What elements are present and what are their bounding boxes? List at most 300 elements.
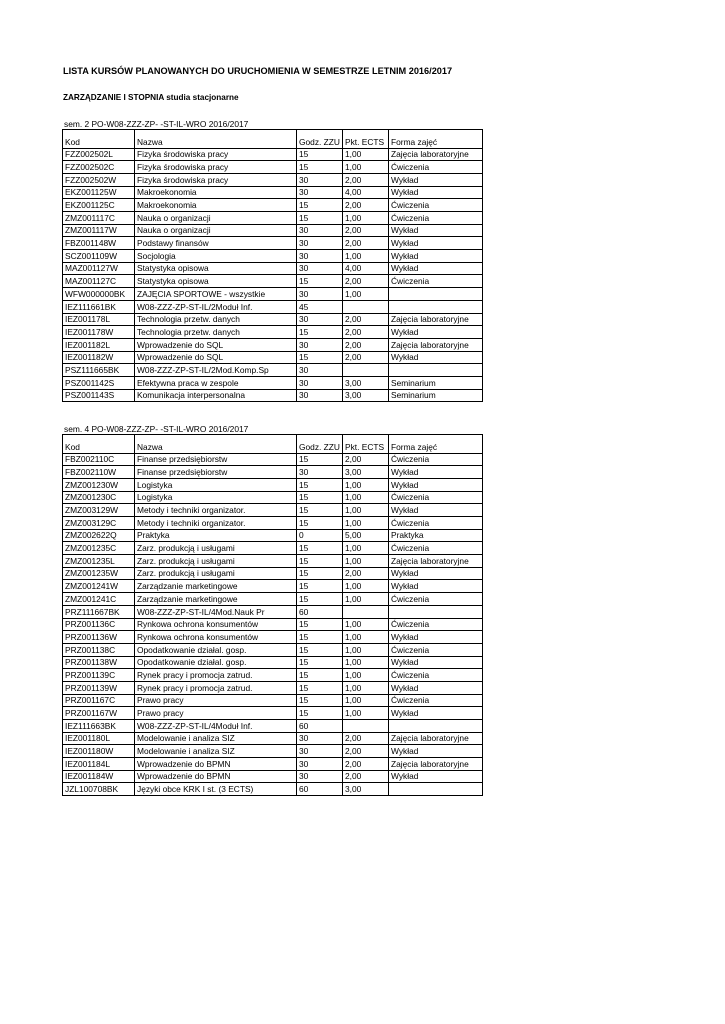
cell-godz-zzu: 0: [297, 529, 343, 542]
table-row: [63, 351, 483, 364]
cell-pkt-ects: 2,00: [343, 745, 389, 758]
cell-godz-zzu: 30: [297, 288, 343, 301]
table-row: [63, 542, 483, 555]
cell-pkt-ects: 1,00: [343, 669, 389, 682]
table-row: [63, 262, 483, 275]
document-title: LISTA KURSÓW PLANOWANYCH DO URUCHOMIENIA W SEMESTRZE LETNIM 2016/2017: [63, 66, 453, 76]
cell-nazwa: Rynek pracy i promocja zatrud.: [135, 681, 297, 694]
cell-godz-zzu: 30: [297, 758, 343, 771]
table-row: [63, 478, 483, 491]
cell-pkt-ects: 1,00: [343, 517, 389, 530]
cell-forma-zajec: Wykład: [389, 186, 483, 199]
cell-nazwa: Makroekonomia: [135, 199, 297, 212]
cell-kod: ZMZ002622Q: [63, 529, 135, 542]
cell-pkt-ects: 1,00: [343, 212, 389, 225]
cell-nazwa: Wprowadzenie do BPMN: [135, 758, 297, 771]
table-row: [63, 669, 483, 682]
header-kod: Kod: [63, 435, 135, 454]
table-row: [63, 161, 483, 174]
cell-pkt-ects: 3,00: [343, 376, 389, 389]
cell-pkt-ects: 2,00: [343, 732, 389, 745]
cell-nazwa: Metody i techniki organizator.: [135, 517, 297, 530]
table-row: [63, 199, 483, 212]
cell-pkt-ects: 5,00: [343, 529, 389, 542]
cell-kod: PRZ001139C: [63, 669, 135, 682]
cell-godz-zzu: 15: [297, 161, 343, 174]
table-row: [63, 491, 483, 504]
cell-godz-zzu: 30: [297, 224, 343, 237]
cell-forma-zajec: Zajęcia laboratoryjne: [389, 148, 483, 161]
cell-forma-zajec: Ćwiczenia: [389, 212, 483, 225]
cell-kod: PRZ001136W: [63, 631, 135, 644]
cell-kod: ZMZ001230W: [63, 478, 135, 491]
cell-godz-zzu: 15: [297, 517, 343, 530]
cell-nazwa: Opodatkowanie działal. gosp.: [135, 643, 297, 656]
cell-kod: ZMZ003129W: [63, 504, 135, 517]
cell-godz-zzu: 15: [297, 618, 343, 631]
cell-nazwa: Rynek pracy i promocja zatrud.: [135, 669, 297, 682]
cell-kod: MAZ001127C: [63, 275, 135, 288]
cell-pkt-ects: 1,00: [343, 491, 389, 504]
cell-nazwa: Logistyka: [135, 491, 297, 504]
table-row: [63, 517, 483, 530]
cell-kod: JZL100708BK: [63, 783, 135, 796]
cell-kod: FZZ002502C: [63, 161, 135, 174]
cell-kod: IEZ001178L: [63, 313, 135, 326]
table-row: [63, 376, 483, 389]
table-row: [63, 300, 483, 313]
header-pkt-ects: Pkt. ECTS: [343, 435, 389, 454]
cell-nazwa: Socjologia: [135, 250, 297, 263]
cell-forma-zajec: [389, 364, 483, 377]
cell-forma-zajec: Wykład: [389, 745, 483, 758]
cell-forma-zajec: Praktyka: [389, 529, 483, 542]
cell-forma-zajec: Zajęcia laboratoryjne: [389, 732, 483, 745]
cell-kod: PSZ001142S: [63, 376, 135, 389]
cell-pkt-ects: 2,00: [343, 453, 389, 466]
cell-nazwa: Rynkowa ochrona konsumentów: [135, 618, 297, 631]
cell-godz-zzu: 15: [297, 631, 343, 644]
cell-godz-zzu: 15: [297, 275, 343, 288]
cell-forma-zajec: Ćwiczenia: [389, 694, 483, 707]
cell-godz-zzu: 15: [297, 148, 343, 161]
cell-pkt-ects: 2,00: [343, 338, 389, 351]
cell-pkt-ects: 1,00: [343, 681, 389, 694]
table-row: [63, 605, 483, 618]
cell-pkt-ects: [343, 720, 389, 733]
cell-pkt-ects: 1,00: [343, 618, 389, 631]
cell-forma-zajec: Wykład: [389, 466, 483, 479]
cell-forma-zajec: Wykład: [389, 326, 483, 339]
cell-forma-zajec: Wykład: [389, 250, 483, 263]
cell-nazwa: W08-ZZZ-ZP-ST-IL/2Moduł Inf.: [135, 300, 297, 313]
cell-godz-zzu: 30: [297, 732, 343, 745]
cell-kod: PRZ001167W: [63, 707, 135, 720]
cell-kod: ZMZ001235W: [63, 567, 135, 580]
cell-forma-zajec: Wykład: [389, 681, 483, 694]
header-nazwa: Nazwa: [135, 435, 297, 454]
cell-nazwa: Fizyka środowiska pracy: [135, 173, 297, 186]
cell-forma-zajec: Seminarium: [389, 376, 483, 389]
cell-pkt-ects: 4,00: [343, 186, 389, 199]
cell-forma-zajec: Seminarium: [389, 389, 483, 402]
cell-forma-zajec: Ćwiczenia: [389, 593, 483, 606]
cell-godz-zzu: 15: [297, 351, 343, 364]
cell-godz-zzu: 15: [297, 656, 343, 669]
cell-forma-zajec: Wykład: [389, 478, 483, 491]
cell-pkt-ects: 2,00: [343, 199, 389, 212]
cell-nazwa: Prawo pracy: [135, 694, 297, 707]
cell-forma-zajec: Ćwiczenia: [389, 669, 483, 682]
table-row: [63, 326, 483, 339]
table-row: [63, 148, 483, 161]
cell-kod: ZMZ001235L: [63, 555, 135, 568]
cell-godz-zzu: 30: [297, 186, 343, 199]
cell-forma-zajec: [389, 783, 483, 796]
table-row: [63, 758, 483, 771]
table-row: [63, 364, 483, 377]
cell-pkt-ects: 2,00: [343, 351, 389, 364]
cell-kod: PRZ001136C: [63, 618, 135, 631]
cell-nazwa: Fizyka środowiska pracy: [135, 161, 297, 174]
table-row: [63, 224, 483, 237]
cell-godz-zzu: 15: [297, 643, 343, 656]
cell-kod: ZMZ001117W: [63, 224, 135, 237]
table-row: [63, 745, 483, 758]
cell-kod: IEZ001180W: [63, 745, 135, 758]
cell-pkt-ects: 2,00: [343, 237, 389, 250]
cell-nazwa: W08-ZZZ-ZP-ST-IL/2Mod.Komp.Sp: [135, 364, 297, 377]
cell-forma-zajec: [389, 720, 483, 733]
cell-godz-zzu: 15: [297, 453, 343, 466]
table-row: [63, 631, 483, 644]
cell-kod: ZMZ001235C: [63, 542, 135, 555]
cell-nazwa: Metody i techniki organizator.: [135, 504, 297, 517]
cell-pkt-ects: 1,00: [343, 694, 389, 707]
cell-forma-zajec: Wykład: [389, 224, 483, 237]
cell-forma-zajec: Wykład: [389, 770, 483, 783]
cell-godz-zzu: 30: [297, 250, 343, 263]
cell-kod: ZMZ001241C: [63, 593, 135, 606]
cell-godz-zzu: 15: [297, 555, 343, 568]
cell-godz-zzu: 30: [297, 770, 343, 783]
cell-nazwa: Finanse przedsiębiorstw: [135, 466, 297, 479]
cell-godz-zzu: 30: [297, 173, 343, 186]
table-row: [63, 212, 483, 225]
header-forma-zajec: Forma zajęć: [389, 435, 483, 454]
cell-godz-zzu: 15: [297, 212, 343, 225]
cell-pkt-ects: [343, 605, 389, 618]
table-row: [63, 694, 483, 707]
semester-2-caption: sem. 2 PO-W08-ZZZ-ZP- -ST-IL-WRO 2016/2017: [64, 119, 249, 129]
table-row: [63, 783, 483, 796]
cell-forma-zajec: Zajęcia laboratoryjne: [389, 313, 483, 326]
cell-kod: PRZ001139W: [63, 681, 135, 694]
cell-godz-zzu: 60: [297, 783, 343, 796]
cell-nazwa: Zarz. produkcją i usługami: [135, 555, 297, 568]
cell-forma-zajec: Zajęcia laboratoryjne: [389, 555, 483, 568]
cell-pkt-ects: 3,00: [343, 389, 389, 402]
semester-4-table: [62, 434, 483, 796]
cell-kod: ZMZ003129C: [63, 517, 135, 530]
semester-2-table: [62, 129, 483, 402]
cell-godz-zzu: 15: [297, 478, 343, 491]
cell-forma-zajec: Wykład: [389, 707, 483, 720]
cell-kod: PRZ111667BK: [63, 605, 135, 618]
table-row: [63, 504, 483, 517]
cell-godz-zzu: 30: [297, 364, 343, 377]
table-row: [63, 186, 483, 199]
cell-nazwa: Wprowadzenie do BPMN: [135, 770, 297, 783]
cell-kod: IEZ001184W: [63, 770, 135, 783]
cell-kod: FZZ002502W: [63, 173, 135, 186]
cell-godz-zzu: 60: [297, 720, 343, 733]
cell-nazwa: Technologia przetw. danych: [135, 326, 297, 339]
header-pkt-ects: Pkt. ECTS: [343, 130, 389, 149]
cell-nazwa: Nauka o organizacji: [135, 224, 297, 237]
cell-nazwa: Fizyka środowiska pracy: [135, 148, 297, 161]
cell-pkt-ects: 3,00: [343, 466, 389, 479]
cell-nazwa: Wprowadzenie do SQL: [135, 351, 297, 364]
table-row: [63, 288, 483, 301]
cell-nazwa: Zarządzanie marketingowe: [135, 593, 297, 606]
cell-forma-zajec: Wykład: [389, 631, 483, 644]
cell-pkt-ects: 1,00: [343, 288, 389, 301]
cell-kod: MAZ001127W: [63, 262, 135, 275]
cell-kod: FBZ001148W: [63, 237, 135, 250]
cell-forma-zajec: Wykład: [389, 656, 483, 669]
cell-godz-zzu: 15: [297, 707, 343, 720]
cell-godz-zzu: 15: [297, 580, 343, 593]
table-row: [63, 770, 483, 783]
cell-pkt-ects: 1,00: [343, 504, 389, 517]
cell-godz-zzu: 30: [297, 389, 343, 402]
cell-forma-zajec: Ćwiczenia: [389, 199, 483, 212]
cell-nazwa: Efektywna praca w zespole: [135, 376, 297, 389]
cell-kod: EKZ001125W: [63, 186, 135, 199]
table-row: [63, 453, 483, 466]
cell-forma-zajec: [389, 288, 483, 301]
table-row: [63, 732, 483, 745]
cell-pkt-ects: 2,00: [343, 224, 389, 237]
cell-pkt-ects: 1,00: [343, 707, 389, 720]
cell-pkt-ects: [343, 300, 389, 313]
cell-forma-zajec: [389, 300, 483, 313]
cell-godz-zzu: 30: [297, 237, 343, 250]
table-row: [63, 250, 483, 263]
cell-kod: ZMZ001241W: [63, 580, 135, 593]
cell-forma-zajec: Ćwiczenia: [389, 517, 483, 530]
cell-forma-zajec: Zajęcia laboratoryjne: [389, 338, 483, 351]
cell-forma-zajec: Zajęcia laboratoryjne: [389, 758, 483, 771]
cell-nazwa: Finanse przedsiębiorstw: [135, 453, 297, 466]
cell-kod: PRZ001167C: [63, 694, 135, 707]
cell-kod: PSZ001143S: [63, 389, 135, 402]
cell-forma-zajec: Ćwiczenia: [389, 491, 483, 504]
cell-godz-zzu: 15: [297, 694, 343, 707]
cell-nazwa: Technologia przetw. danych: [135, 313, 297, 326]
cell-pkt-ects: 1,00: [343, 478, 389, 491]
cell-godz-zzu: 15: [297, 491, 343, 504]
cell-forma-zajec: Ćwiczenia: [389, 643, 483, 656]
cell-kod: EKZ001125C: [63, 199, 135, 212]
cell-kod: PRZ001138C: [63, 643, 135, 656]
cell-pkt-ects: 2,00: [343, 326, 389, 339]
cell-forma-zajec: Ćwiczenia: [389, 161, 483, 174]
cell-pkt-ects: 2,00: [343, 758, 389, 771]
cell-nazwa: Makroekonomia: [135, 186, 297, 199]
cell-kod: ZMZ001117C: [63, 212, 135, 225]
table-row: [63, 313, 483, 326]
cell-forma-zajec: Wykład: [389, 351, 483, 364]
cell-godz-zzu: 15: [297, 542, 343, 555]
cell-nazwa: Statystyka opisowa: [135, 275, 297, 288]
cell-kod: FZZ002502L: [63, 148, 135, 161]
table-row: [63, 338, 483, 351]
cell-nazwa: Modelowanie i analiza SIZ: [135, 745, 297, 758]
header-godz-zzu: Godz. ZZU: [297, 435, 343, 454]
table-header-row: [63, 435, 483, 454]
cell-godz-zzu: 60: [297, 605, 343, 618]
table-row: [63, 529, 483, 542]
cell-nazwa: Zarz. produkcją i usługami: [135, 567, 297, 580]
table-row: [63, 707, 483, 720]
cell-kod: IEZ111661BK: [63, 300, 135, 313]
cell-nazwa: Języki obce KRK I st. (3 ECTS): [135, 783, 297, 796]
table-row: [63, 173, 483, 186]
cell-godz-zzu: 30: [297, 376, 343, 389]
document-subtitle: ZARZĄDZANIE I STOPNIA studia stacjonarne: [63, 93, 239, 102]
cell-pkt-ects: 2,00: [343, 173, 389, 186]
cell-forma-zajec: Ćwiczenia: [389, 618, 483, 631]
cell-godz-zzu: 30: [297, 466, 343, 479]
table-row: [63, 567, 483, 580]
cell-godz-zzu: 15: [297, 326, 343, 339]
cell-pkt-ects: 2,00: [343, 313, 389, 326]
cell-forma-zajec: Ćwiczenia: [389, 275, 483, 288]
cell-kod: SCZ001109W: [63, 250, 135, 263]
cell-nazwa: Zarządzanie marketingowe: [135, 580, 297, 593]
cell-kod: IEZ111663BK: [63, 720, 135, 733]
cell-kod: IEZ001182L: [63, 338, 135, 351]
table-row: [63, 593, 483, 606]
cell-nazwa: Prawo pracy: [135, 707, 297, 720]
cell-godz-zzu: 15: [297, 199, 343, 212]
cell-kod: ZMZ001230C: [63, 491, 135, 504]
cell-pkt-ects: [343, 364, 389, 377]
table-row: [63, 555, 483, 568]
cell-nazwa: ZAJĘCIA SPORTOWE - wszystkie: [135, 288, 297, 301]
cell-nazwa: Rynkowa ochrona konsumentów: [135, 631, 297, 644]
cell-kod: WFW000000BK: [63, 288, 135, 301]
table-row: [63, 580, 483, 593]
cell-forma-zajec: Wykład: [389, 580, 483, 593]
cell-nazwa: Wprowadzenie do SQL: [135, 338, 297, 351]
semester-4-caption: sem. 4 PO-W08-ZZZ-ZP- -ST-IL-WRO 2016/2017: [64, 424, 249, 434]
cell-nazwa: Praktyka: [135, 529, 297, 542]
cell-pkt-ects: 1,00: [343, 555, 389, 568]
cell-forma-zajec: Wykład: [389, 567, 483, 580]
cell-forma-zajec: [389, 605, 483, 618]
cell-godz-zzu: 45: [297, 300, 343, 313]
cell-forma-zajec: Wykład: [389, 237, 483, 250]
cell-pkt-ects: 1,00: [343, 250, 389, 263]
cell-pkt-ects: 1,00: [343, 542, 389, 555]
cell-godz-zzu: 30: [297, 313, 343, 326]
table-row: [63, 275, 483, 288]
cell-forma-zajec: Wykład: [389, 504, 483, 517]
cell-pkt-ects: 1,00: [343, 643, 389, 656]
cell-kod: IEZ001182W: [63, 351, 135, 364]
cell-pkt-ects: 4,00: [343, 262, 389, 275]
cell-pkt-ects: 3,00: [343, 783, 389, 796]
table-row: [63, 237, 483, 250]
cell-pkt-ects: 2,00: [343, 770, 389, 783]
cell-nazwa: Nauka o organizacji: [135, 212, 297, 225]
cell-kod: IEZ001184L: [63, 758, 135, 771]
cell-nazwa: Komunikacja interpersonalna: [135, 389, 297, 402]
header-kod: Kod: [63, 130, 135, 149]
cell-kod: PRZ001138W: [63, 656, 135, 669]
cell-nazwa: Modelowanie i analiza SIZ: [135, 732, 297, 745]
cell-godz-zzu: 15: [297, 504, 343, 517]
table-row: [63, 389, 483, 402]
cell-pkt-ects: 1,00: [343, 580, 389, 593]
cell-pkt-ects: 2,00: [343, 275, 389, 288]
cell-kod: FBZ002110C: [63, 453, 135, 466]
table-row: [63, 656, 483, 669]
cell-godz-zzu: 30: [297, 745, 343, 758]
cell-nazwa: W08-ZZZ-ZP-ST-IL/4Mod.Nauk Pr: [135, 605, 297, 618]
table-header-row: [63, 130, 483, 149]
cell-nazwa: Zarz. produkcją i usługami: [135, 542, 297, 555]
header-godz-zzu: Godz. ZZU: [297, 130, 343, 149]
header-forma-zajec: Forma zajęć: [389, 130, 483, 149]
cell-nazwa: Opodatkowanie działal. gosp.: [135, 656, 297, 669]
cell-kod: FBZ002110W: [63, 466, 135, 479]
cell-forma-zajec: Wykład: [389, 173, 483, 186]
cell-kod: IEZ001178W: [63, 326, 135, 339]
table-row: [63, 643, 483, 656]
cell-godz-zzu: 30: [297, 338, 343, 351]
cell-godz-zzu: 15: [297, 567, 343, 580]
cell-forma-zajec: Ćwiczenia: [389, 453, 483, 466]
table-row: [63, 466, 483, 479]
cell-pkt-ects: 1,00: [343, 631, 389, 644]
cell-godz-zzu: 15: [297, 593, 343, 606]
cell-pkt-ects: 1,00: [343, 593, 389, 606]
cell-pkt-ects: 2,00: [343, 567, 389, 580]
cell-kod: IEZ001180L: [63, 732, 135, 745]
cell-forma-zajec: Ćwiczenia: [389, 542, 483, 555]
cell-kod: PSZ111665BK: [63, 364, 135, 377]
cell-godz-zzu: 15: [297, 669, 343, 682]
table-row: [63, 681, 483, 694]
cell-forma-zajec: Wykład: [389, 262, 483, 275]
header-nazwa: Nazwa: [135, 130, 297, 149]
cell-pkt-ects: 1,00: [343, 161, 389, 174]
table-row: [63, 618, 483, 631]
cell-godz-zzu: 30: [297, 262, 343, 275]
cell-godz-zzu: 15: [297, 681, 343, 694]
cell-nazwa: W08-ZZZ-ZP-ST-IL/4Moduł Inf.: [135, 720, 297, 733]
cell-nazwa: Podstawy finansów: [135, 237, 297, 250]
cell-nazwa: Statystyka opisowa: [135, 262, 297, 275]
cell-pkt-ects: 1,00: [343, 148, 389, 161]
cell-nazwa: Logistyka: [135, 478, 297, 491]
table-row: [63, 720, 483, 733]
cell-pkt-ects: 1,00: [343, 656, 389, 669]
